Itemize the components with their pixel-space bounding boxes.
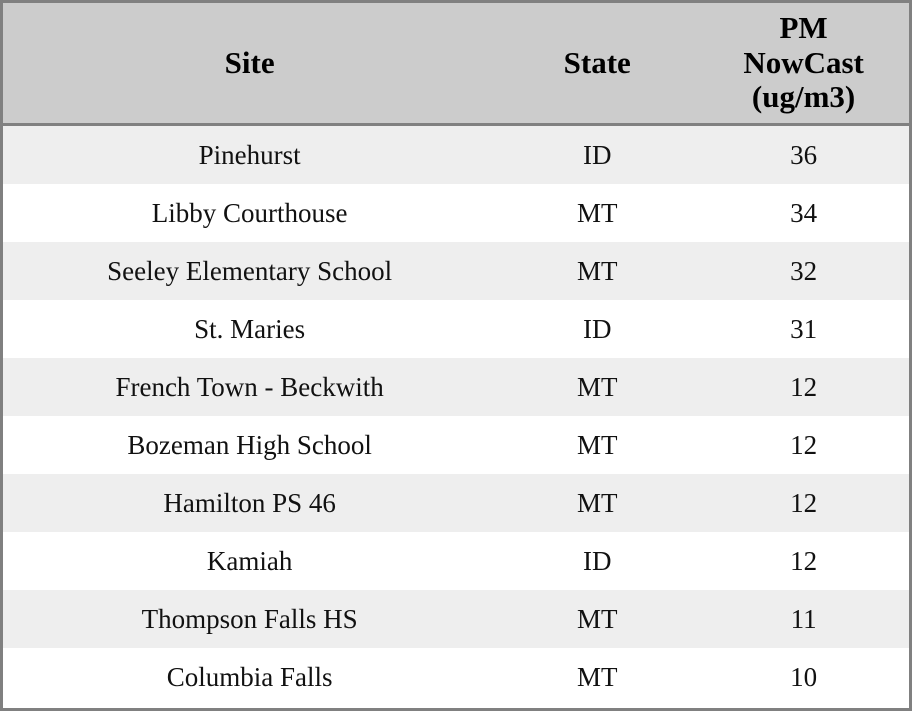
cell-state: MT	[576, 603, 618, 634]
table-row	[3, 532, 909, 590]
cell-state: MT	[576, 197, 618, 228]
cell-pm-nowcast: 11	[790, 603, 817, 634]
table-row	[3, 416, 909, 474]
table-body	[3, 125, 909, 707]
cell-site: Hamilton PS 46	[163, 487, 336, 518]
cell-state: ID	[582, 139, 612, 170]
table-row	[3, 648, 909, 706]
column-header-pm-nowcast-line2: NowCast	[743, 44, 864, 80]
cell-site: Pinehurst	[198, 139, 301, 170]
column-header-pm-nowcast	[698, 3, 909, 125]
table-row	[3, 125, 909, 185]
cell-state: MT	[576, 429, 618, 460]
cell-pm-nowcast: 34	[790, 197, 818, 228]
cell-pm-nowcast: 10	[790, 661, 818, 692]
cell-site: Kamiah	[206, 545, 293, 576]
cell-site: Thompson Falls HS	[141, 603, 358, 634]
table-header-row	[3, 3, 909, 125]
cell-site: Seeley Elementary School	[107, 255, 393, 286]
table-header	[3, 3, 909, 125]
cell-pm-nowcast: 12	[790, 429, 818, 460]
column-header-site: Site	[3, 3, 496, 125]
column-header-state: State	[496, 3, 698, 125]
cell-pm-nowcast: 12	[790, 545, 818, 576]
column-header-pm-nowcast-line1: PM	[779, 10, 828, 45]
table-row	[3, 300, 909, 358]
table-row	[3, 184, 909, 242]
cell-pm-nowcast: 12	[790, 487, 818, 518]
table-row	[3, 474, 909, 532]
cell-state: ID	[582, 313, 612, 344]
cell-site: St. Maries	[194, 313, 306, 344]
cell-pm-nowcast: 32	[790, 255, 818, 286]
cell-state: MT	[576, 661, 618, 692]
table-row	[3, 242, 909, 300]
cell-site: Libby Courthouse	[151, 197, 348, 228]
air-quality-table	[3, 3, 909, 706]
column-header-pm-nowcast-line3: (ug/m3)	[751, 79, 856, 115]
cell-site: Bozeman High School	[127, 429, 372, 460]
cell-pm-nowcast: 12	[790, 371, 818, 402]
cell-site: Columbia Falls	[166, 661, 333, 692]
table-row	[3, 358, 909, 416]
cell-state: ID	[582, 545, 612, 576]
cell-pm-nowcast: 31	[790, 313, 818, 344]
cell-state: MT	[576, 371, 618, 402]
table-row	[3, 590, 909, 648]
cell-state: MT	[576, 487, 618, 518]
cell-state: MT	[576, 255, 618, 286]
cell-site: French Town - Beckwith	[115, 371, 384, 402]
cell-pm-nowcast: 36	[790, 139, 818, 170]
